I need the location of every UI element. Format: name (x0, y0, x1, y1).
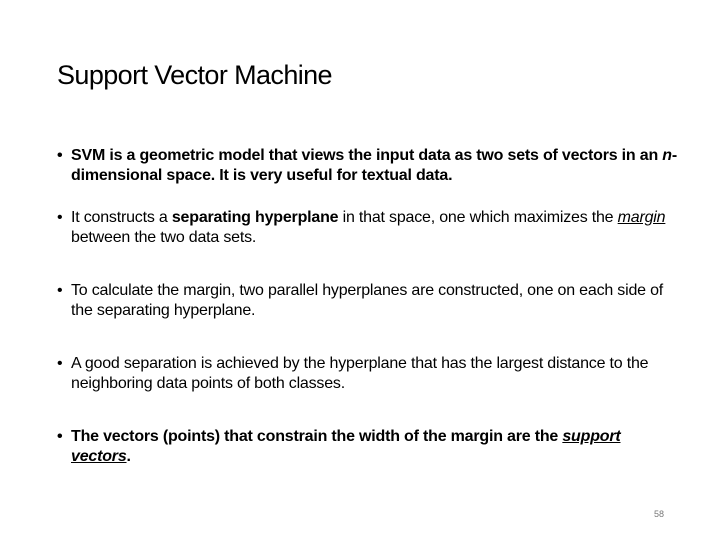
italic-underlined-support-vectors: support vectors (71, 428, 621, 465)
page-number: 58 (654, 509, 665, 519)
bullet-marker: • (57, 355, 63, 372)
bullet-list (57, 146, 677, 467)
bullet-text: . (126, 448, 131, 465)
bullet-text: between the two data sets. (71, 229, 257, 246)
bullet-text: A good separation is achieved by the hyperplane that has the largest distance to the neighboring data points of both classes. (71, 355, 649, 392)
bullet-item-good-separation (57, 354, 677, 394)
bullet-text: The vectors (points) that constrain the width of the margin are the (71, 428, 563, 445)
bold-separating-hyperplane: separating hyperplane (171, 209, 339, 226)
bullet-text: in that space, one which maximizes the (338, 209, 618, 226)
bullet-marker: • (57, 428, 63, 445)
slide-title: Support Vector Machine (57, 60, 332, 90)
bullet-marker: • (57, 147, 63, 164)
italic-n: n (662, 147, 672, 164)
bullet-marker: • (57, 282, 63, 299)
italic-underlined-margin: margin (617, 209, 666, 226)
bullet-text: SVM is a geometric model that views the input data as two sets of vectors in an (71, 147, 663, 164)
bullet-item-margin-calculation (57, 281, 677, 321)
bullet-item-hyperplane (57, 208, 677, 248)
bullet-text: -dimensional space. It is very useful for textual data. (71, 147, 677, 184)
bullet-item-svm-definition (57, 146, 677, 186)
bullet-item-support-vectors (57, 427, 677, 467)
bullet-marker: • (57, 209, 63, 226)
bullet-text: It constructs a (71, 209, 172, 226)
bullet-text: To calculate the margin, two parallel hyperplanes are constructed, one on each side of the separating hyperplane. (71, 282, 664, 319)
